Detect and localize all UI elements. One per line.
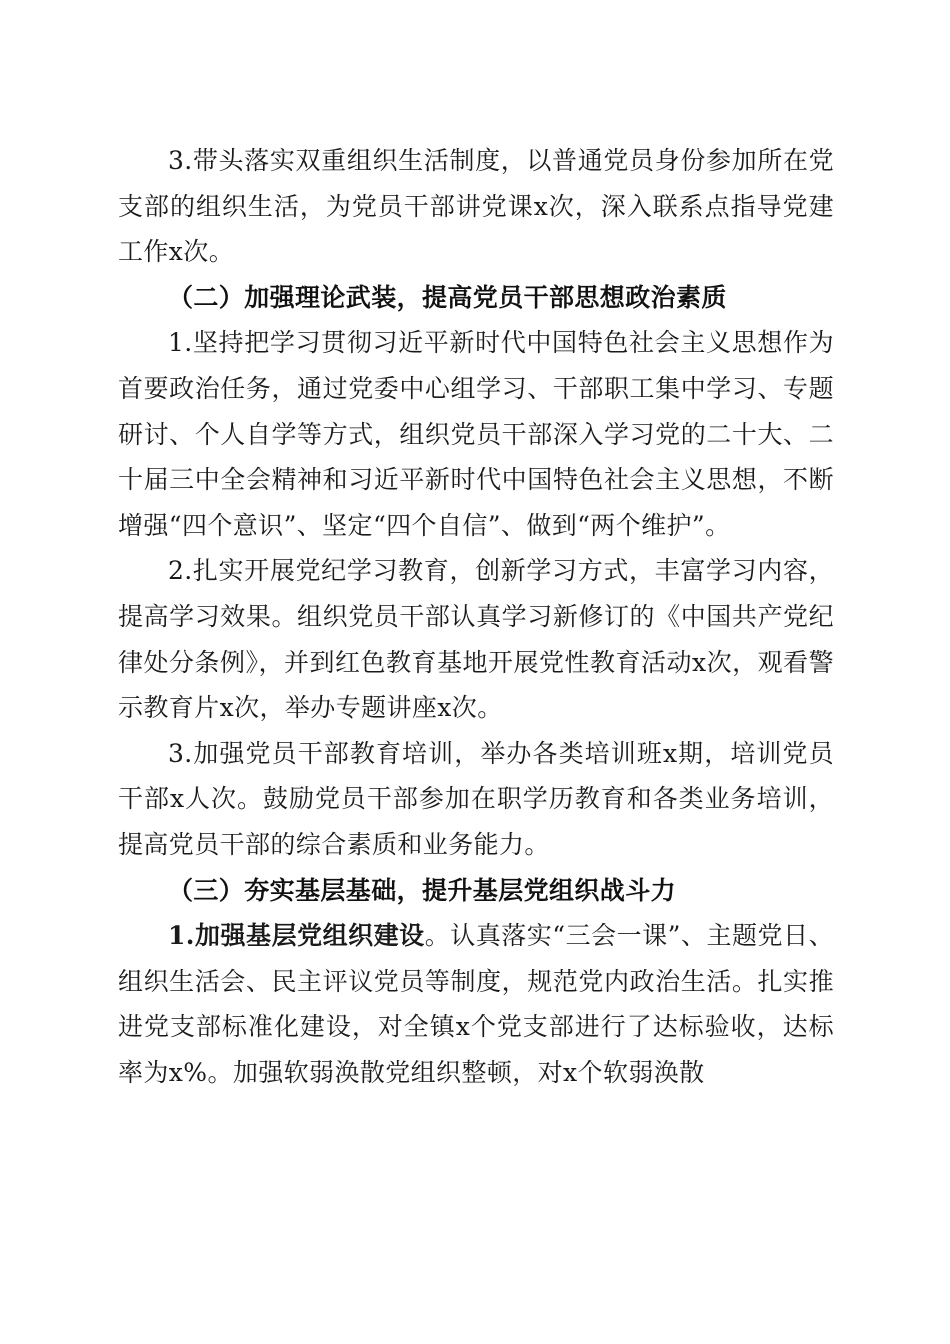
paragraph-grassroots-building (118, 913, 834, 1095)
paragraph-dual-organization-life: 3.带头落实双重组织生活制度，以普通党员身份参加所在党支部的组织生活，为党员干部讲党课x次，深入联系点指导党建工作x次。 (118, 146, 834, 267)
section-heading-grassroots: （三）夯实基层基础，提升基层党组织战斗力 (168, 875, 677, 905)
section-heading-theory: （二）加强理论武装，提高党员干部思想政治素质 (168, 282, 727, 312)
paragraph-study-thought: 1.坚持把学习贯彻习近平新时代中国特色社会主义思想作为首要政治任务，通过党委中心组学习、干部职工集中学习、专题研讨、个人自学等方式，组织党员干部深入学习党的二十大、二十届三中全会精神和习近平新时代中国特色社会主义思想，不断增强“四个意识”、坚定“四个自信”、做到“两个维护”。 (118, 328, 834, 540)
paragraph-training: 3.加强党员干部教育培训，举办各类培训班x期，培训党员干部x人次。鼓励党员干部参加在职学历教育和各类业务培训，提高党员干部的综合素质和业务能力。 (118, 738, 834, 859)
paragraph-discipline-education: 2.扎实开展党纪学习教育，创新学习方式，丰富学习内容，提高学习效果。组织党员干部认真学习新修订的《中国共产党纪律处分条例》，并到红色教育基地开展党性教育活动x次，观看警示教育片x次，举办专题讲座x次。 (118, 556, 834, 723)
paragraph-body-text: 。认真落实“三会一课”、主题党日、组织生活会、民主评议党员等制度，规范党内政治生活。扎实推进党支部标准化建设，对全镇x个党支部进行了达标验收，达标率为x%。加强软弱涣散党组织整顿，对x个软弱涣散 (118, 921, 834, 1087)
paragraph-lead-phrase: 1.加强基层党组织建设 (168, 921, 425, 951)
document-body (118, 138, 834, 1095)
